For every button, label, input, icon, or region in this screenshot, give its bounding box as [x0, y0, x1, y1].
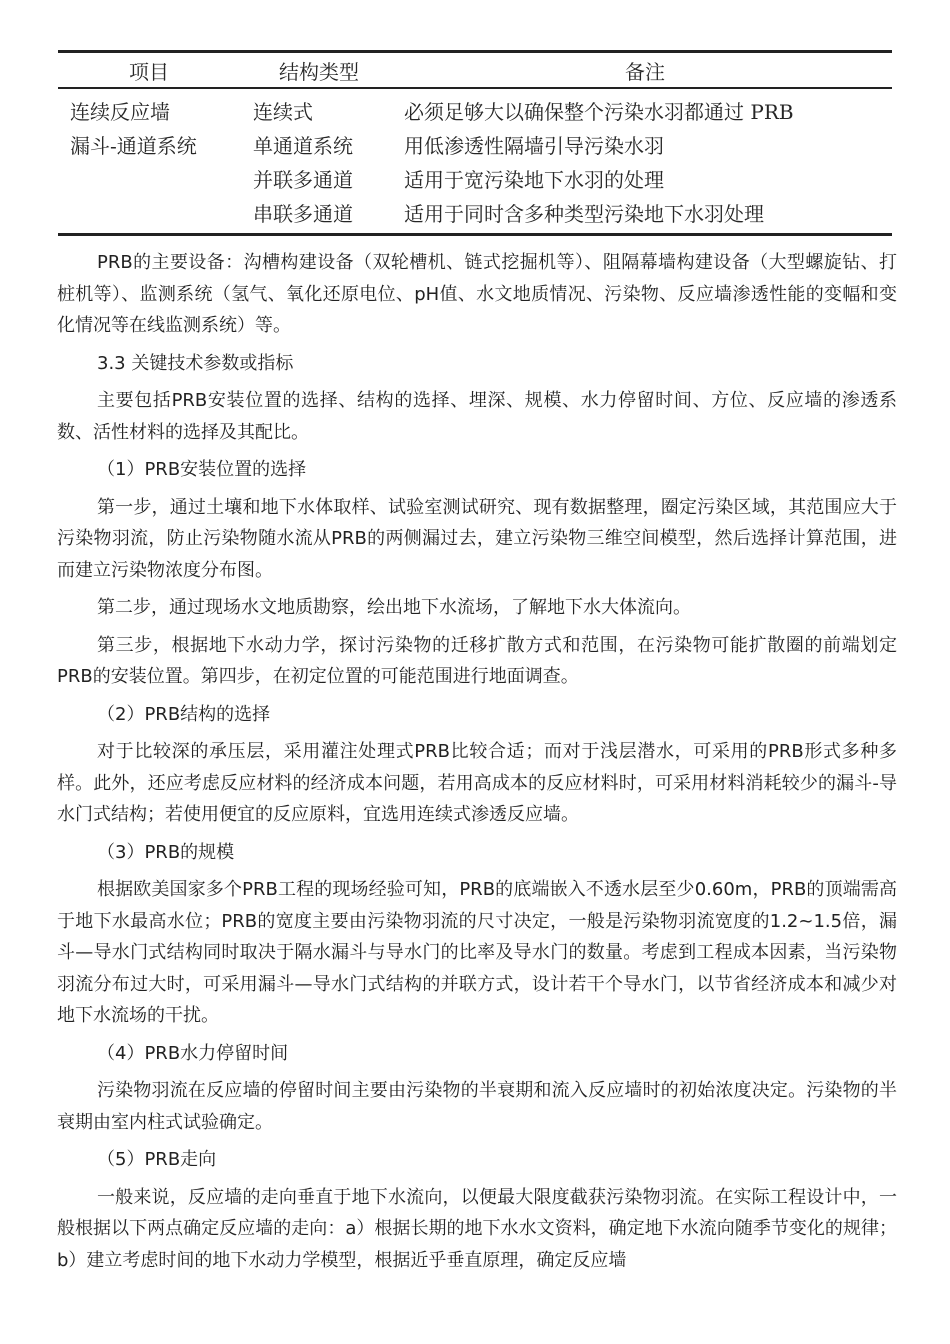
paragraph-step-three-four: 第三步，根据地下水动力学，探讨污染物的迁移扩散方式和范围，在污染物可能扩散圈的前端划定PRB的安装位置。第四步，在初定位置的可能范围进行地面调查。	[57, 634, 897, 687]
column-header-structure-type: 结构类型	[279, 59, 359, 84]
table-cell: 并联多通道	[253, 167, 353, 192]
table-body	[58, 88, 892, 235]
table-cell: 必须足够大以确保整个污染水羽都通过 PRB	[404, 99, 794, 124]
table-cell: 单通道系统	[253, 133, 353, 158]
paragraph-scale: 根据欧美国家多个PRB工程的现场经验可知，PRB的底端嵌入不透水层至少0.60m，PRB的顶端需高于地下水最高水位；PRB的宽度主要由污染物羽流的尺寸决定，一般是污染物羽流宽度的1.2~1.5倍，漏斗—导水门式结构同时取决于隔水漏斗与导水门的比率及导水门的数量。考虑到工程成本因素，当污染物羽流分布过大时，可采用漏斗—导水门式结构的并联方式，设计若干个导水门，以节省经济成本和减少对地下水流场的干扰。	[57, 879, 897, 1026]
paragraph-retention-time: 污染物羽流在反应墙的停留时间主要由污染物的半衰期和流入反应墙时的初始浓度决定。污染物的半衰期由室内柱式试验确定。	[57, 1080, 897, 1133]
paragraph-step-one: 第一步，通过土壤和地下水体取样、试验室测试研究、现有数据整理，圈定污染区域，其范围应大于污染物羽流，防止污染物随水流从PRB的两侧漏过去，建立污染物三维空间模型，然后选择计算范围，进而建立污染物浓度分布图。	[57, 496, 897, 581]
column-header-remarks: 备注	[625, 59, 665, 84]
paragraph-step-two: 第二步，通过现场水文地质勘察，绘出地下水流场，了解地下水大体流向。	[97, 597, 691, 618]
subheading-scale: （3）PRB的规模	[97, 841, 235, 863]
table-cell: 适用于同时含多种类型污染地下水羽处理	[404, 201, 764, 226]
table-cell: 适用于宽污染地下水羽的处理	[404, 167, 664, 192]
table-header-row	[58, 52, 892, 89]
paragraph-orientation: 一般来说，反应墙的走向垂直于地下水流向，以便最大限度截获污染物羽流。在实际工程设计中，一般根据以下两点确定反应墙的走向：a）根据长期的地下水水文资料，确定地下水流向随季节变化的规律；b）建立考虑时间的地下水动力学模型，根据近乎垂直原理，确定反应墙	[57, 1186, 897, 1271]
paragraph-main-equipment: PRB的主要设备：沟槽构建设备（双轮槽机、链式挖掘机等）、阻隔幕墙构建设备（大型螺旋钻、打桩机等）、监测系统（氢气、氧化还原电位、pH值、水文地质情况、污染物、反应墙渗透性能的变幅和变化情况等在线监测系统）等。	[57, 252, 897, 336]
table-cell: 漏斗-通道系统	[70, 133, 197, 158]
table-cell: 连续式	[253, 99, 313, 124]
subheading-structure-selection: （2）PRB结构的选择	[97, 703, 271, 725]
table-cell	[58, 195, 240, 235]
table-row	[58, 88, 892, 127]
table-cell: 串联多通道	[253, 201, 353, 226]
section-heading-3-3: 3.3 关键技术参数或指标	[97, 352, 294, 374]
table-cell	[58, 161, 240, 195]
column-header-item: 项目	[129, 59, 169, 84]
paragraph-parameters-overview: 主要包括PRB安装位置的选择、结构的选择、埋深、规模、水力停留时间、方位、反应墙的渗透系数、活性材料的选择及其配比。	[57, 390, 897, 443]
table-row	[58, 195, 892, 235]
table-cell: 用低渗透性隔墙引导污染水羽	[404, 133, 664, 158]
table-header	[58, 52, 892, 89]
paragraph-structure-selection: 对于比较深的承压层，采用灌注处理式PRB比较合适；而对于浅层潜水，可采用的PRB形式多种多样。此外，还应考虑反应材料的经济成本问题，若用高成本的反应材料时，可采用材料消耗较少的漏斗-导水门式结构；若使用便宜的反应原料，宜选用连续式渗透反应墙。	[57, 741, 897, 825]
subheading-retention-time: （4）PRB水力停留时间	[97, 1042, 289, 1064]
subheading-orientation: （5）PRB走向	[97, 1149, 217, 1170]
prb-structure-table	[58, 50, 892, 236]
table-row	[58, 127, 892, 161]
subheading-installation-location: （1）PRB安装位置的选择	[97, 459, 307, 480]
table-row	[58, 161, 892, 195]
document-body	[57, 247, 897, 1282]
table-cell: 连续反应墙	[70, 99, 170, 124]
